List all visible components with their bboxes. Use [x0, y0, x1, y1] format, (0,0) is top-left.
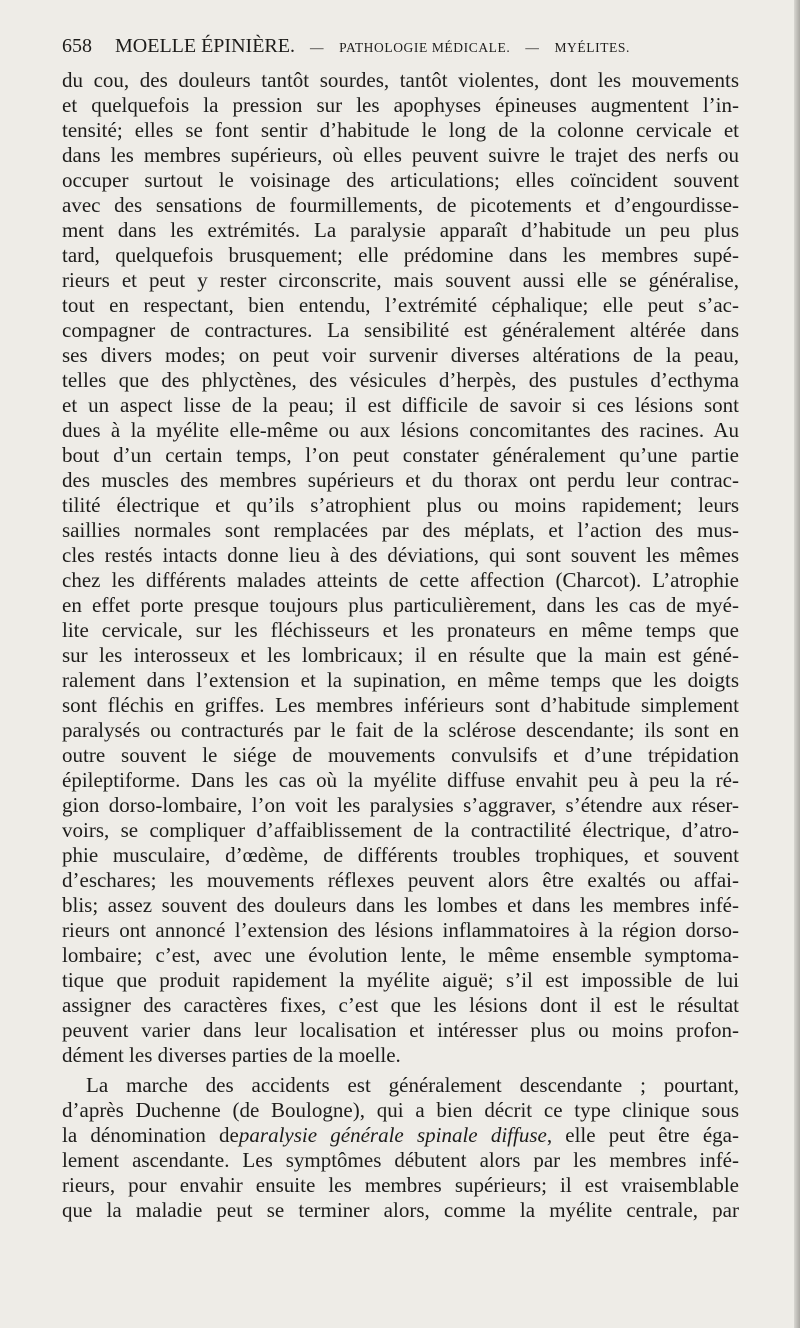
text-line: occuper surtout le voisinage des articulations; elles coïncident souvent — [62, 168, 739, 192]
text-line: peuvent varier dans leur localisation et intéresser plus ou moins profon- — [62, 1018, 739, 1042]
text-line: en effet porte presque toujours plus particulièrement, dans les cas de myé- — [62, 593, 739, 617]
text-line: des muscles des membres supérieurs et du thorax ont perdu leur contrac- — [62, 468, 739, 492]
text-line: saillies normales sont remplacées par des méplats, et l’action des mus- — [62, 518, 739, 542]
text-line: lement ascendante. Les symptômes débutent alors par les membres infé- — [62, 1148, 739, 1172]
text-line: bout d’un certain temps, l’on peut constater généralement qu’une partie — [62, 443, 739, 467]
text-line: tique que produit rapidement la myélite aiguë; s’il est impossible de lui — [62, 968, 739, 992]
text-span: , elle peut être éga- — [546, 1123, 739, 1147]
text-line: telles que des phlyctènes, des vésicules d’herpès, des pustules d’ecthyma — [62, 368, 739, 392]
text-line: sont fléchis en griffes. Les membres inférieurs sont d’habitude simplement — [62, 693, 739, 717]
text-line: dues à la myélite elle-même ou aux lésions concomitantes des racines. Au — [62, 418, 739, 442]
text-line: phie musculaire, d’œdème, de différents troubles trophiques, et souvent — [62, 843, 739, 867]
page-edge-shadow — [794, 0, 800, 1328]
paragraph-2 — [62, 1073, 739, 1223]
text-line: paralysés ou contracturés par le fait de la sclérose descendante; ils sont en — [62, 718, 739, 742]
text-line: du cou, des douleurs tantôt sourdes, tantôt violentes, dont les mouvements — [62, 68, 739, 92]
running-head-dash: — — [525, 40, 540, 55]
text-line: outre souvent le siége de mouvements convulsifs et d’une trépidation — [62, 743, 739, 767]
running-head-subsection: MYÉLITES. — [554, 40, 630, 55]
text-line: épileptiforme. Dans les cas où la myélite diffuse envahit peu à peu la ré- — [62, 768, 739, 792]
text-line: rieurs et peut y rester circonscrite, mais souvent aussi elle se généralise, — [62, 268, 739, 292]
text-line: ment dans les extrémités. La paralysie apparaît d’habitude un peu plus — [62, 218, 739, 242]
text-line: ses divers modes; on peut voir survenir diverses altérations de la peau, — [62, 343, 739, 367]
text-line: d’après Duchenne (de Boulogne), qui a bien décrit ce type clinique sous — [62, 1098, 739, 1122]
text-span: la dénomination de — [62, 1123, 239, 1147]
text-line: dément les diverses parties de la moelle. — [62, 1043, 401, 1067]
text-line: chez les différents malades atteints de cette affection (Charcot). L’atrophie — [62, 568, 739, 592]
text-line: tout en respectant, bien entendu, l’extrémité céphalique; elle peut s’ac- — [62, 293, 739, 317]
text-line: lombaire; c’est, avec une évolution lente, le même ensemble symptoma- — [62, 943, 739, 967]
running-head-section: PATHOLOGIE MÉDICALE. — [339, 40, 511, 55]
paragraph-1 — [62, 68, 739, 1068]
text-line: ralement dans l’extension et la supination, en même temps que les doigts — [62, 668, 739, 692]
text-line: compagner de contractures. La sensibilité est généralement altérée dans — [62, 318, 739, 342]
text-line: tilité électrique et qu’ils s’atrophient plus ou moins rapidement; leurs — [62, 493, 739, 517]
text-line: et quelquefois la pression sur les apophyses épineuses augmentent l’in- — [62, 93, 739, 117]
text-line: que la maladie peut se terminer alors, comme la myélite centrale, par — [62, 1198, 739, 1222]
italic-title: paralysie générale spinale diffuse — [238, 1123, 547, 1147]
page-number: 658 — [62, 35, 92, 57]
text-line: tard, quelquefois brusquement; elle prédomine dans les membres supé- — [62, 243, 739, 267]
running-head-dash: — — [309, 40, 325, 55]
text-line — [62, 1123, 739, 1148]
text-line: sur les interosseux et les lombricaux; il en résulte que la main est géné- — [62, 643, 739, 667]
text-line: et un aspect lisse de la peau; il est difficile de savoir si ces lésions sont — [62, 393, 739, 417]
text-line: avec des sensations de fourmillements, de picotements et d’engourdisse- — [62, 193, 739, 217]
text-line: voirs, se compliquer d’affaiblissement de la contractilité électrique, d’atro- — [62, 818, 739, 842]
text-line: rieurs ont annoncé l’extension des lésions inflammatoires à la région dorso- — [62, 918, 739, 942]
text-line: d’eschares; les mouvements réflexes peuvent alors être exaltés ou affai- — [62, 868, 739, 892]
running-head — [62, 32, 740, 60]
text-line: La marche des accidents est généralement descendante ; pourtant, — [86, 1073, 739, 1097]
text-line: dans les membres supérieurs, où elles peuvent suivre le trajet des nerfs ou — [62, 143, 739, 167]
text-line: cles restés intacts donne lieu à des déviations, qui sont souvent les mêmes — [62, 543, 739, 567]
text-line: lite cervicale, sur les fléchisseurs et les pronateurs en même temps que — [62, 618, 739, 642]
text-line: tensité; elles se font sentir d’habitude le long de la colonne cervicale et — [62, 118, 739, 142]
text-line: rieurs, pour envahir ensuite les membres supérieurs; il est vraisemblable — [62, 1173, 739, 1197]
text-line: blis; assez souvent des douleurs dans les lombes et dans les membres infé- — [62, 893, 739, 917]
running-head-title: MOELLE ÉPINIÈRE. — [115, 35, 295, 57]
text-line: assigner des caractères fixes, c’est que les lésions dont il est le résultat — [62, 993, 739, 1017]
text-line: gion dorso-lombaire, l’on voit les paralysies s’aggraver, s’étendre aux réser- — [62, 793, 739, 817]
body-text — [62, 68, 739, 1223]
